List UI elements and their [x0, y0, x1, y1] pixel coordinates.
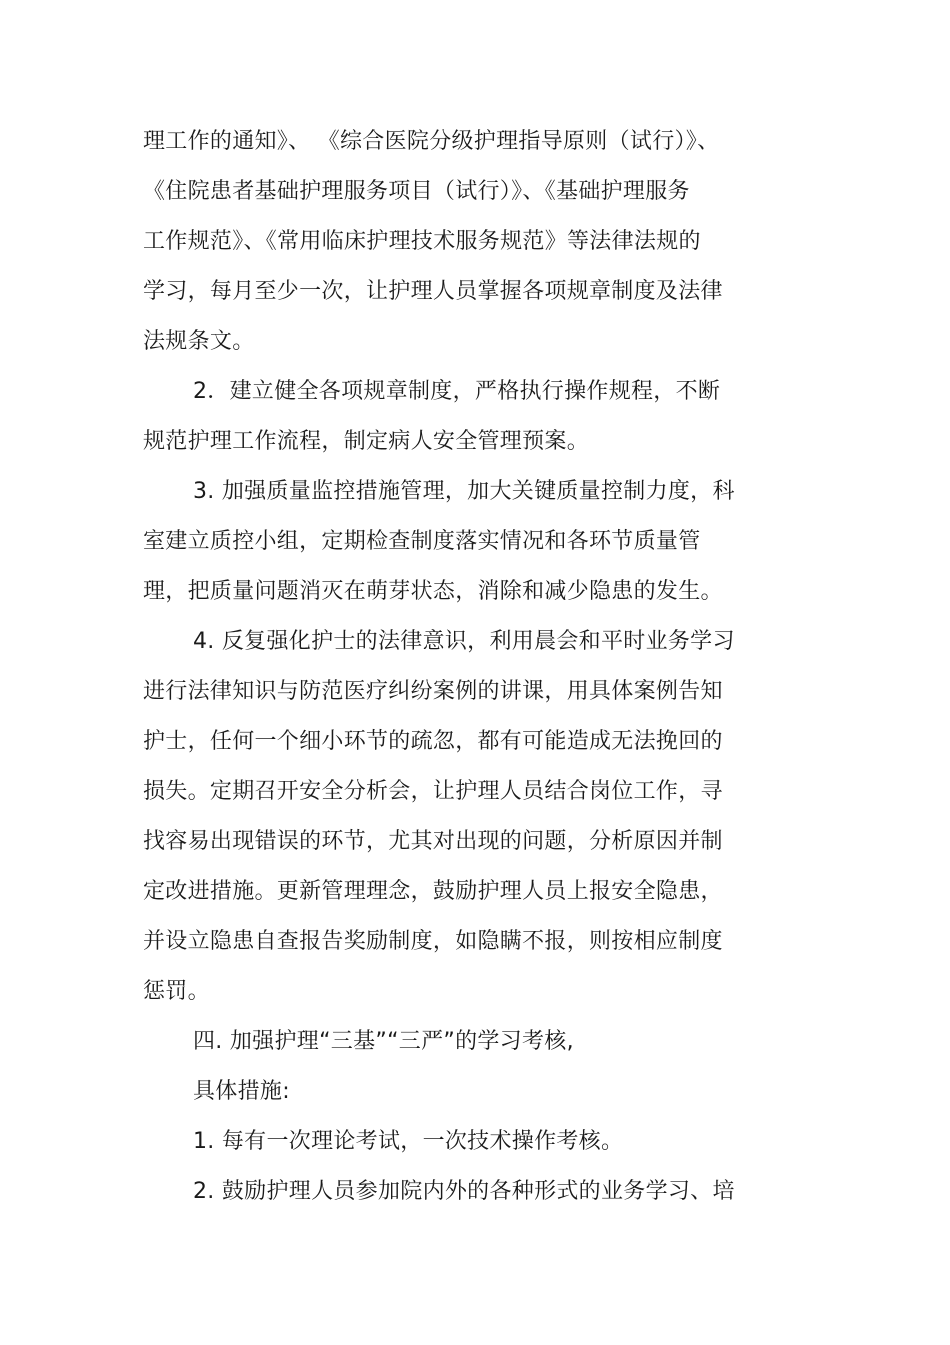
text-line: 学习，每月至少一次，让护理人员掌握各项规章制度及法律 [143, 279, 723, 304]
paragraph-start: 4. 反复强化护士的法律意识，利用晨会和平时业务学习 [193, 629, 735, 654]
text-line: 工作规范》、《常用临床护理技术服务规范》等法律法规的 [143, 229, 701, 254]
text-line: 护士，任何一个细小环节的疏忽，都有可能造成无法挽回的 [143, 729, 723, 754]
text-line: 定改进措施。更新管理理念，鼓励护理人员上报安全隐患， [143, 879, 723, 904]
text-line: 惩罚。 [143, 979, 210, 1004]
text-line: 室建立质控小组，定期检查制度落实情况和各环节质量管 [143, 529, 701, 554]
list-item: 2. 鼓励护理人员参加院内外的各种形式的业务学习、培 [193, 1179, 735, 1204]
list-item: 1. 每有一次理论考试，一次技术操作考核。 [193, 1129, 624, 1154]
subheading: 具体措施: [193, 1079, 290, 1104]
paragraph-start: 2．建立健全各项规章制度，严格执行操作规程，不断 [193, 379, 721, 404]
section-heading: 四. 加强护理“三基”“三严”的学习考核, [193, 1029, 574, 1054]
text-line: 规范护理工作流程，制定病人安全管理预案。 [143, 429, 590, 454]
text-line: 并设立隐患自查报告奖励制度，如隐瞒不报，则按相应制度 [143, 929, 723, 954]
paragraph-start: 3. 加强质量监控措施管理，加大关键质量控制力度，科 [193, 479, 735, 504]
text-line: 找容易出现错误的环节，尤其对出现的问题，分析原因并制 [143, 829, 723, 854]
text-line: 《住院患者基础护理服务项目（试行）》、《基础护理服务 [143, 179, 690, 204]
text-line: 进行法律知识与防范医疗纠纷案例的讲课，用具体案例告知 [143, 679, 723, 704]
text-line: 损失。定期召开安全分析会，让护理人员结合岗位工作，寻 [143, 779, 723, 804]
text-line: 理工作的通知》、 《综合医院分级护理指导原则（试行）》、 [143, 129, 720, 154]
text-line: 法规条文。 [143, 329, 255, 354]
text-line: 理，把质量问题消灭在萌芽状态，消除和减少隐患的发生。 [143, 579, 723, 604]
